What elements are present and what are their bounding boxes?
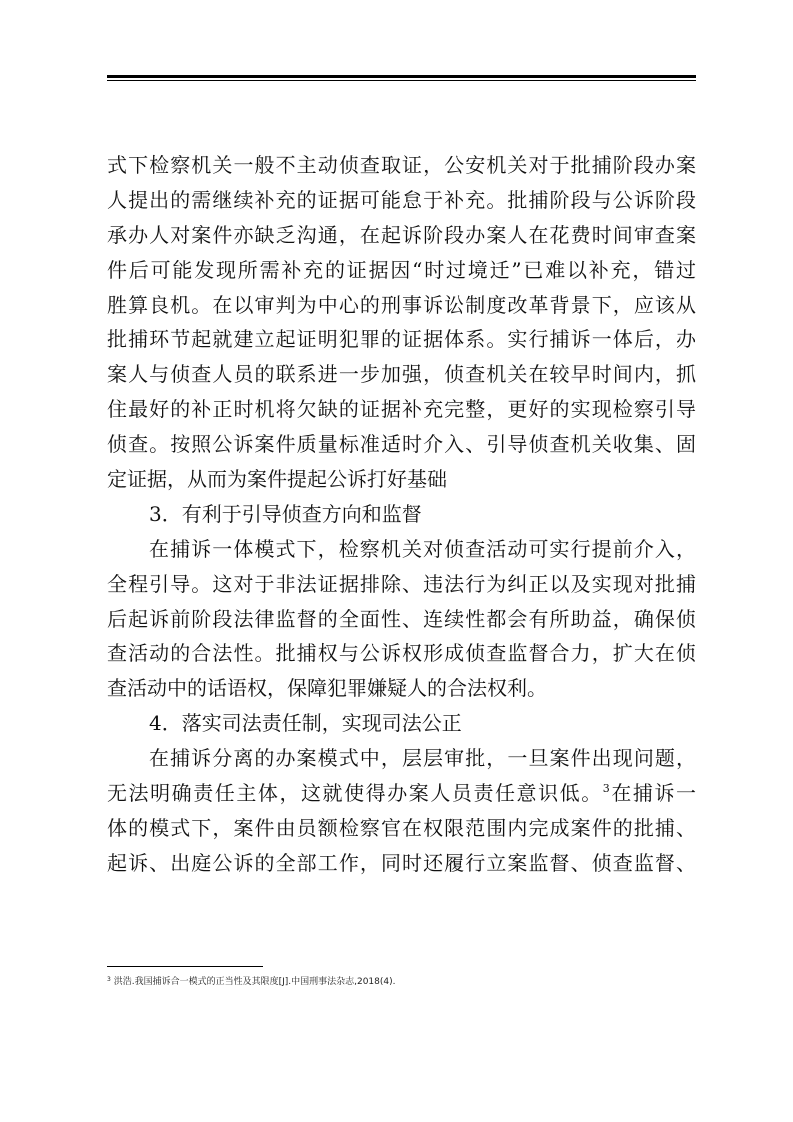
text-line: 侦查。按照公诉案件质量标准适时介入、引导侦查机关收集、固 — [107, 432, 696, 457]
header-rule — [107, 75, 696, 78]
text-line: 查活动的合法性。批捕权与公诉权形成侦查监督合力，扩大在侦 — [107, 641, 696, 666]
footnote-rule — [107, 966, 263, 967]
text-line — [107, 776, 696, 811]
body-text — [107, 148, 696, 881]
footnote-reference[interactable]: 3 — [602, 782, 610, 796]
text-segment: 在捕诉一 — [609, 781, 697, 806]
text-line: 住最好的补正时机将欠缺的证据补充完整，更好的实现检察引导 — [107, 397, 696, 422]
section-heading-4: 4．落实司法责任制，实现司法公正 — [149, 711, 462, 736]
text-line: 体的模式下，案件由员额检察官在权限范围内完成案件的批捕、 — [107, 815, 696, 840]
text-line: 全程引导。这对于非法证据排除、违法行为纠正以及实现对批捕 — [107, 571, 696, 596]
text-line: 批捕环节起就建立起证明犯罪的证据体系。实行捕诉一体后，办 — [107, 327, 696, 352]
text-line: 起诉、出庭公诉的全部工作，同时还履行立案监督、侦查监督、 — [107, 850, 696, 875]
footnote — [107, 975, 696, 989]
text-line: 胜算良机。在以审判为中心的刑事诉讼制度改革背景下，应该从 — [107, 292, 696, 317]
text-line: 承办人对案件亦缺乏沟通，在起诉阶段办案人在花费时间审查案 — [107, 222, 696, 247]
header-rule-thin — [107, 80, 696, 81]
footnote-text: 洪浩.我国捕诉合一模式的正当性及其限度[J].中国刑事法杂志,2018(4). — [113, 977, 396, 987]
text-line: 案人与侦查人员的联系进一步加强，侦查机关在较早时间内，抓 — [107, 362, 696, 387]
section-heading-3: 3．有利于引导侦查方向和监督 — [149, 501, 422, 526]
text-segment: 无法明确责任主体，这就使得办案人员责任意识低。 — [107, 781, 603, 806]
text-line: 件后可能发现所需补充的证据因“时过境迁”已难以补充，错过 — [107, 257, 696, 282]
text-line: 定证据，从而为案件提起公诉打好基础 — [107, 467, 447, 492]
text-line: 式下检察机关一般不主动侦查取证，公安机关对于批捕阶段办案 — [107, 153, 696, 177]
text-line: 后起诉前阶段法律监督的全面性、连续性都会有所助益，确保侦 — [107, 606, 696, 631]
footnote-number: 3 — [107, 976, 111, 983]
text-line: 人提出的需继续补充的证据可能怠于补充。批捕阶段与公诉阶段 — [107, 187, 696, 212]
text-line: 在捕诉分离的办案模式中，层层审批，一旦案件出现问题， — [149, 746, 696, 771]
text-line: 在捕诉一体模式下，检察机关对侦查活动可实行提前介入， — [149, 536, 696, 561]
text-line: 查活动中的话语权，保障犯罪嫌疑人的合法权利。 — [107, 676, 547, 701]
